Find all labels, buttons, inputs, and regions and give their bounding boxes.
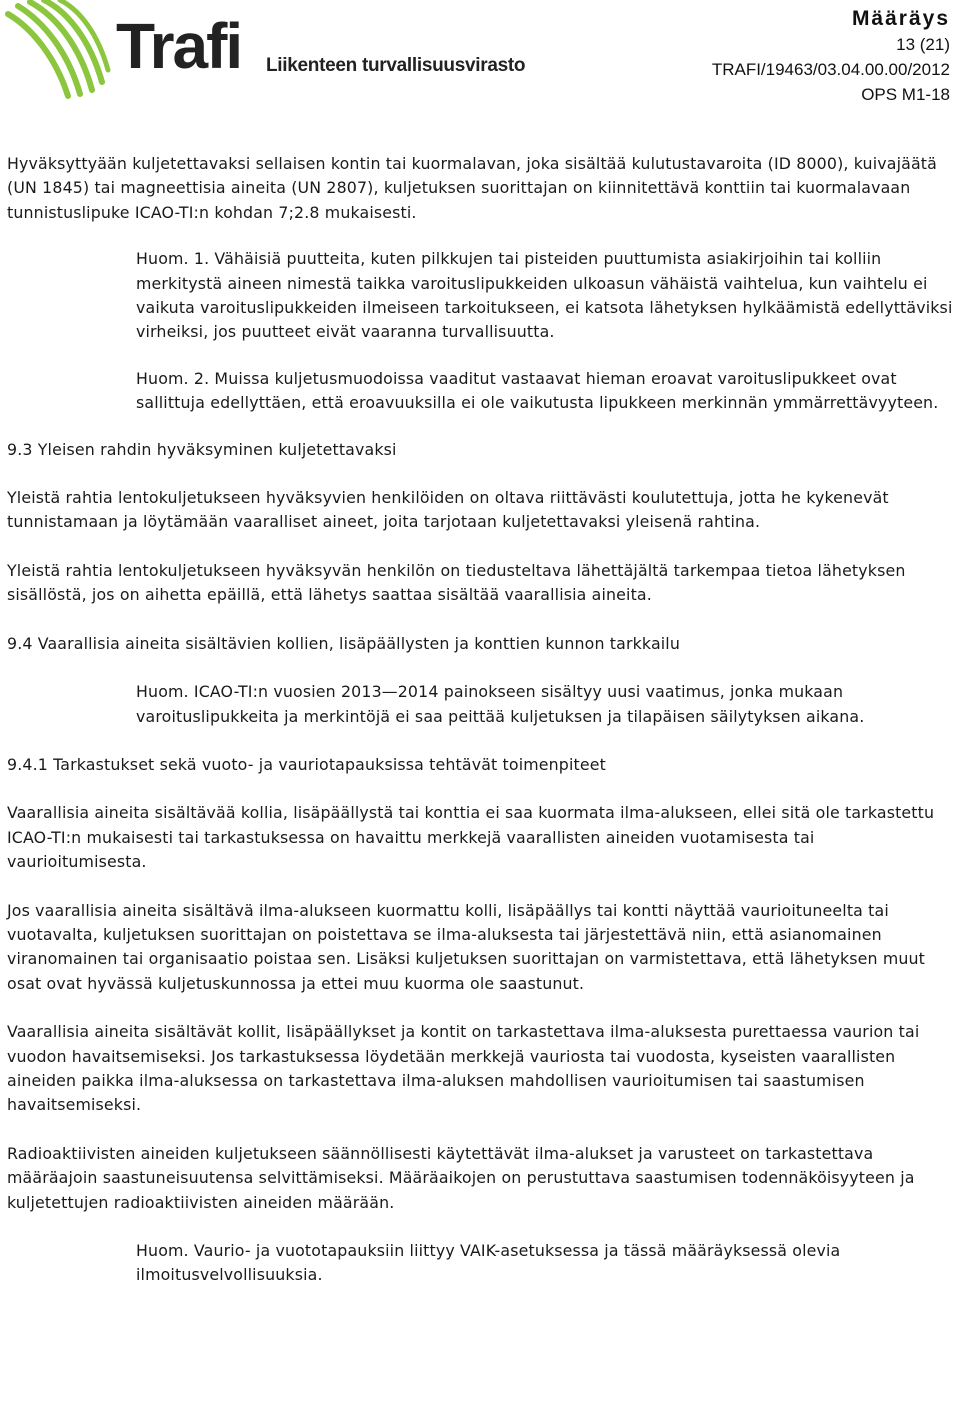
note: Huom. Vaurio- ja vuototapauksiin liittyy VAIK-asetuksessa ja tässä määräyksessä olevia ilmoitusvelvollisuuksia. (136, 1241, 841, 1285)
note: Huom. 2. Muissa kuljetusmuodoissa vaaditut vastaavat hieman eroavat varoituslipukkeet ovat sallittuja edellyttäen, että eroavuuksilla ei ole vaikutusta lipukkeen merkinnän ymmärrettävyyteen. (136, 368, 939, 413)
section-heading: 9.4 Vaarallisia aineita sisältävien kollien, lisäpäällysten ja konttien kunnon tarkkailu (7, 633, 681, 653)
subsection-heading: 9.4.1 Tarkastukset sekä vuoto- ja vauriotapauksissa tehtävät toimenpiteet (7, 754, 606, 774)
document-meta (712, 6, 950, 107)
trafi-logo (4, 0, 524, 100)
paragraph: Hyväksyttyään kuljetettavaksi sellaisen kontin tai kuormalavan, joka sisältää kulutustavaroita (ID 8000), kuivajäätä (UN 1845) tai magneettisia aineita (UN 2807), kuljetuksen suorittajan on kiinnitettävä konttiin tai kuormalavaan tunnistuslipuke ICAO-TI:n kohdan 7;2.8 mukaisesti. (7, 154, 937, 222)
paragraph: Vaarallisia aineita sisältävät kollit, lisäpäällykset ja kontit on tarkastettava ilma-aluksesta purettaessa vaurion tai vuodon havaitsemiseksi. Jos tarkastuksessa löydetään merkkejä vauriosta tai vuodosta, kyseisten vaarallisten aineiden paikka ilma-aluksessa on tarkastettava ilma-aluksen mahdollisen vaurioitumisen tai saastumisen havaitsemiseksi. (7, 1022, 920, 1115)
paragraph: Vaarallisia aineita sisältävää kollia, lisäpäällystä tai konttia ei saa kuormata ilma-alukseen, ellei sitä ole tarkastettu ICAO-TI:n mukaisesti tai tarkastuksessa on havaittu merkkejä vaarallisten aineiden vuotamisesta tai vaurioitumisesta. (7, 803, 935, 872)
paragraph: Jos vaarallisia aineita sisältävä ilma-alukseen kuormattu kolli, lisäpäällys tai kontti näyttää vaurioituneelta tai vuotavalta, kuljetuksen suorittajan on poistettava se ilma-aluksesta tai järjestettävä niin, että asianomainen viranomainen tai organisaatio poistaa sen. Lisäksi kuljetuksen suorittajan on varmistettava, että lähetyksen muut osat ovat hyvässä kuljetuskunnossa ja ettei muu kuorma ole saastunut. (7, 900, 926, 993)
logo-tagline: Liikenteen turvallisuusvirasto (266, 55, 526, 76)
logo-wordmark: Trafi (116, 10, 242, 82)
document-code: OPS M1-18 (861, 85, 950, 104)
note: Huom. ICAO-TI:n vuosien 2013—2014 painokseen sisältyy uusi vaatimus, jonka mukaan varoituslipukkeita ja merkintöjä ei saa peittää kuljetuksen ja tilapäisen säilytyksen aikana. (136, 682, 865, 726)
document-body (7, 152, 957, 1288)
page-number: 13 (21) (896, 35, 950, 54)
trafi-swoosh-icon (4, 0, 124, 100)
document-number: TRAFI/19463/03.04.00.00/2012 (711, 60, 950, 79)
note: Huom. 1. Vähäisiä puutteita, kuten pilkkujen tai pisteiden puuttumista asiakirjoihin tai kolliin merkitystä aineen nimestä taikka varoituslipukkeiden ulkoasun vähäistä vaihtelua, kun vaihtelu ei vaikuta varoituslipukkeiden ilmeiseen tarkoitukseen, ei katsota lähetyksen hylkäämistä edellyttäviksi virheiksi, jos puutteet eivät vaaranna turvallisuutta. (136, 249, 953, 342)
document-type: Määräys (851, 7, 950, 30)
paragraph: Radioaktiivisten aineiden kuljetukseen säännöllisesti käytettävät ilma-alukset ja varusteet on tarkastettava määräajoin saastuneisuutensa selvittämiseksi. Määräaikojen on perustuttava saastumisen todennäköisyyteen ja kuljetettujen radioaktiivisten aineiden määrään. (7, 1143, 915, 1212)
section-heading: 9.3 Yleisen rahdin hyväksyminen kuljetettavaksi (7, 439, 397, 459)
paragraph: Yleistä rahtia lentokuljetukseen hyväksyvän henkilön on tiedusteltava lähettäjältä tarkempaa tietoa lähetyksen sisällöstä, jos on aihetta epäillä, että lähetys saattaa sisältää vaarallisia aineita. (7, 560, 906, 605)
paragraph: Yleistä rahtia lentokuljetukseen hyväksyvien henkilöiden on oltava riittävästi koulutettuja, jotta he kykenevät tunnistamaan ja löytämään vaaralliset aineet, joita tarjotaan kuljetettavaksi yleisenä rahtina. (7, 488, 889, 532)
